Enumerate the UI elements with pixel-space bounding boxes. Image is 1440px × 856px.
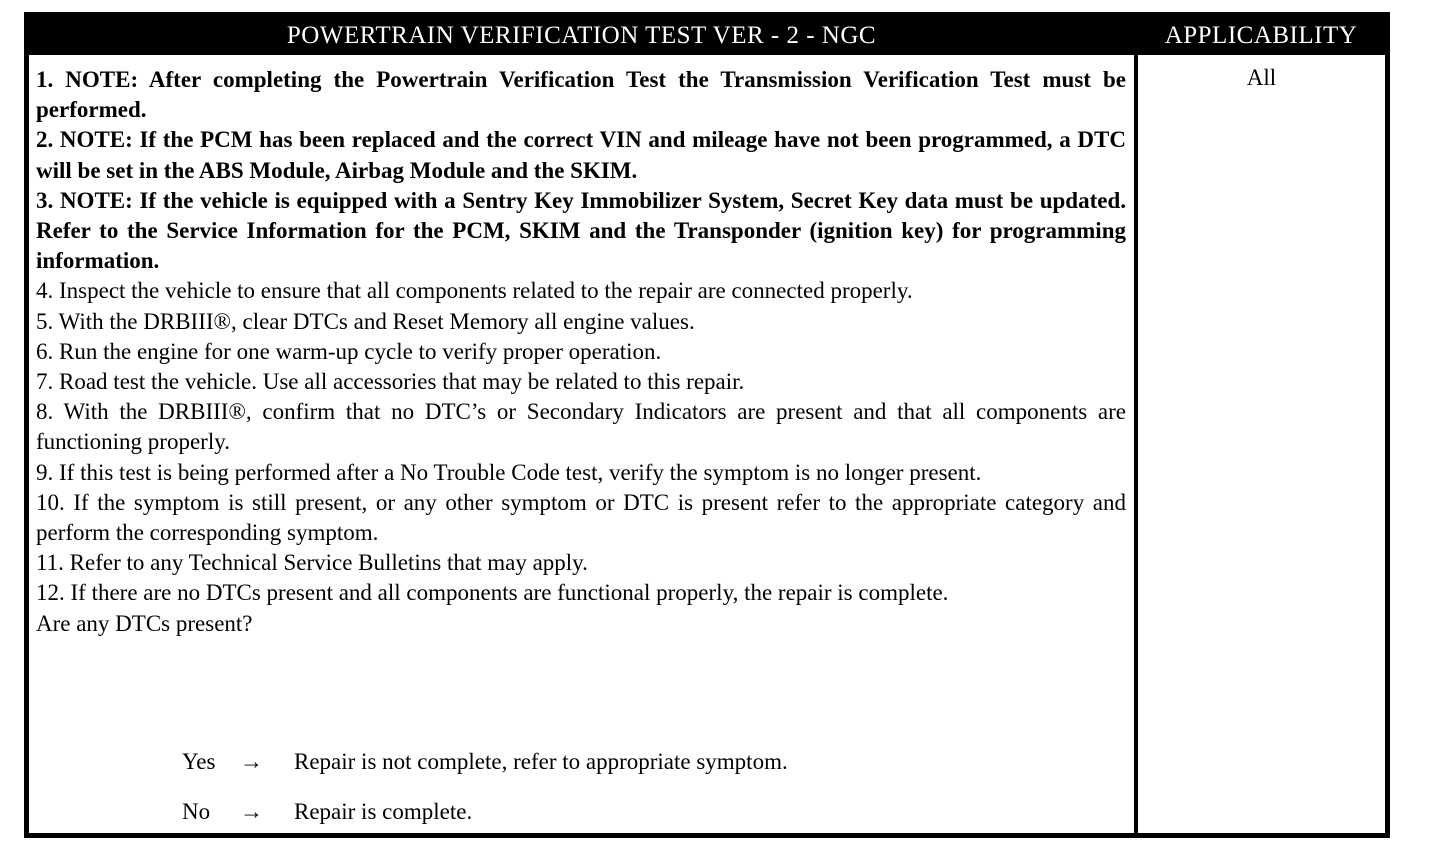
column-divider (1134, 55, 1138, 833)
step-4: 4. Inspect the vehicle to ensure that all components related to the repair are connected properly. (36, 278, 913, 304)
answer-yes-text: Repair is not complete, refer to appropriate symptom. (294, 749, 788, 774)
answer-yes (182, 747, 788, 777)
right-arrow-icon: → (240, 749, 263, 774)
step-12: 12. If there are no DTCs present and all components are functional properly, the repair is complete. (36, 580, 949, 606)
test-steps (36, 65, 1126, 639)
applicability-header: APPLICABILITY (1164, 22, 1358, 49)
step-10: 10. If the symptom is still present, or any other symptom or DTC is present refer to the appropriate category and perform the corresponding symptom. (36, 489, 1126, 546)
step-5: 5. With the DRBIII®, clear DTCs and Reset Memory all engine values. (36, 308, 695, 334)
question: Are any DTCs present? (36, 610, 253, 636)
answer-yes-label: Yes (182, 749, 216, 774)
applicability-value: All (1246, 65, 1277, 90)
step-7: 7. Road test the vehicle. Use all accessories that may be related to this repair. (36, 369, 745, 395)
step-6: 6. Run the engine for one warm-up cycle to verify proper operation. (36, 338, 662, 364)
step-1-note: 1. NOTE: After completing the Powertrain Verification Test the Transmission Verification Test must be performed. (36, 67, 1126, 123)
answer-no-label: No (182, 799, 211, 824)
test-table (24, 12, 1390, 838)
step-3-note: 3. NOTE: If the vehicle is equipped with a Sentry Key Immobilizer System, Secret Key data must be updated. Refer to the Service Information for the PCM, SKIM and the Transponder (ignition key) for programming information. (36, 187, 1126, 274)
answer-no-text: Repair is complete. (294, 799, 473, 824)
answer-no (182, 797, 472, 827)
table-header (29, 17, 1385, 55)
step-11: 11. Refer to any Technical Service Bulletins that may apply. (36, 550, 588, 576)
right-arrow-icon: → (240, 799, 263, 824)
step-9: 9. If this test is being performed after a No Trouble Code test, verify the symptom is no longer present. (36, 459, 982, 485)
step-8: 8. With the DRBIII®, confirm that no DTC’s or Secondary Indicators are present and that all components are functioning properly. (36, 399, 1126, 455)
step-2-note: 2. NOTE: If the PCM has been replaced and the correct VIN and mileage have not been programmed, a DTC will be set in the ABS Module, Airbag Module and the SKIM. (36, 127, 1126, 183)
test-title: POWERTRAIN VERIFICATION TEST VER - 2 - NGC (286, 22, 877, 49)
